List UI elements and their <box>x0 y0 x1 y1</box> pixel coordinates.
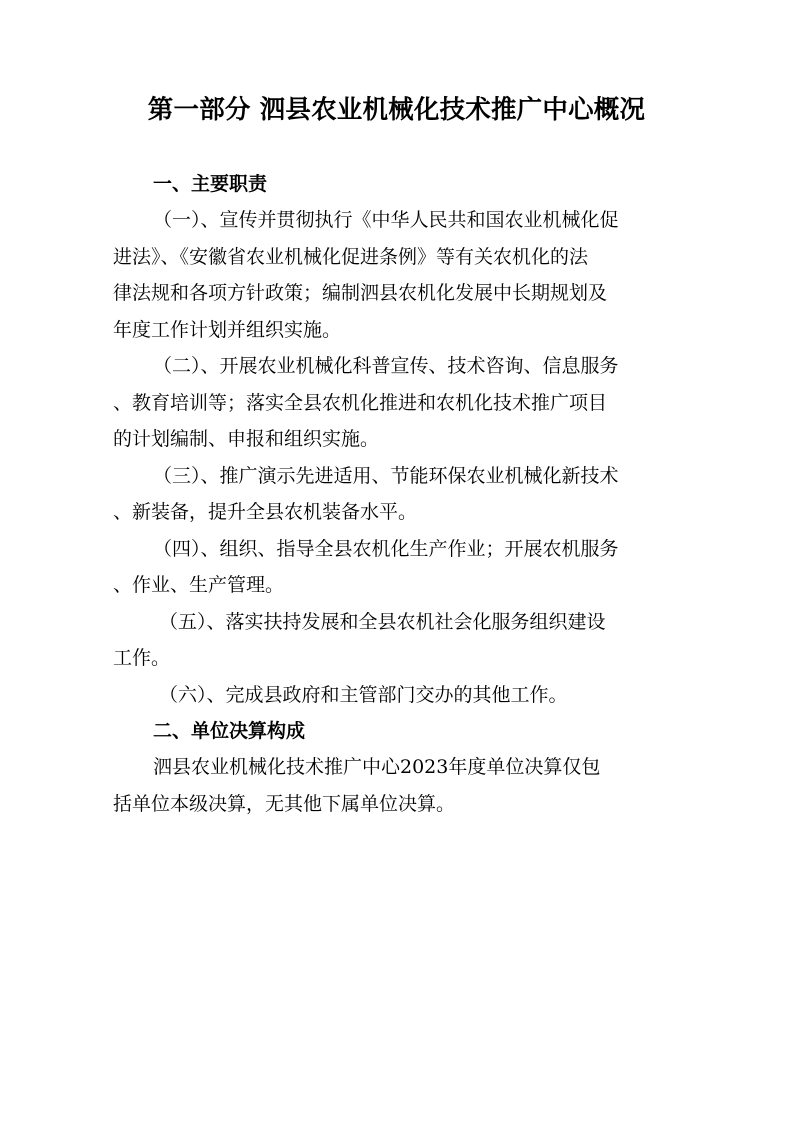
text-line: 泗县农业机械化技术推广中心2023年度单位决算仅包 <box>153 756 601 778</box>
text-line: 律法规和各项方针政策；编制泗县农机化发展中长期规划及 <box>113 282 608 304</box>
document-body <box>113 166 675 822</box>
text-line: 年度工作计划并组织实施。 <box>113 318 342 341</box>
text-line: 括单位本级决算，无其他下属单位决算。 <box>113 792 456 815</box>
text-line: （二）、开展农业机械化科普宣传、技术咨询、信息服务 <box>153 355 619 377</box>
text-line: 工作。 <box>113 647 171 669</box>
text-line: 、新装备，提升全县农机装备水平。 <box>113 501 418 523</box>
duty-item-6 <box>113 677 675 714</box>
duty-item-5 <box>113 604 675 677</box>
section-heading-main-duties: 一、主要职责 <box>153 173 268 195</box>
duty-item-4 <box>113 531 675 604</box>
duty-item-1 <box>113 202 675 348</box>
text-line: 的计划编制、申报和组织实施。 <box>113 428 380 450</box>
section-heading-budget-composition: 二、单位决算构成 <box>153 720 306 742</box>
duty-item-2 <box>113 348 675 458</box>
text-line: （四）、组织、指导全县农机化生产作业；开展农机服务 <box>153 537 619 560</box>
text-line: （五）、落实扶持发展和全县农机社会化服务组织建设 <box>159 610 606 633</box>
text-line: （三）、推广演示先进适用、节能环保农业机械化新技术 <box>153 464 619 487</box>
budget-composition-paragraph <box>113 749 675 822</box>
text-line: 、作业、生产管理。 <box>113 574 285 596</box>
text-line: 进法》、《安徽省农业机械化促进条例》等有关农机化的法 <box>113 245 589 268</box>
page-title: 第一部分 泗县农业机械化技术推广中心概况 <box>147 95 646 125</box>
text-line: 、教育培训等；落实全县农机化推进和农机化技术推广项目 <box>113 391 608 414</box>
text-line: （一）、宣传并贯彻执行《中华人民共和国农业机械化促 <box>153 209 619 231</box>
duty-item-3 <box>113 458 675 531</box>
text-line: （六）、完成县政府和主管部门交办的其他工作。 <box>159 683 568 706</box>
